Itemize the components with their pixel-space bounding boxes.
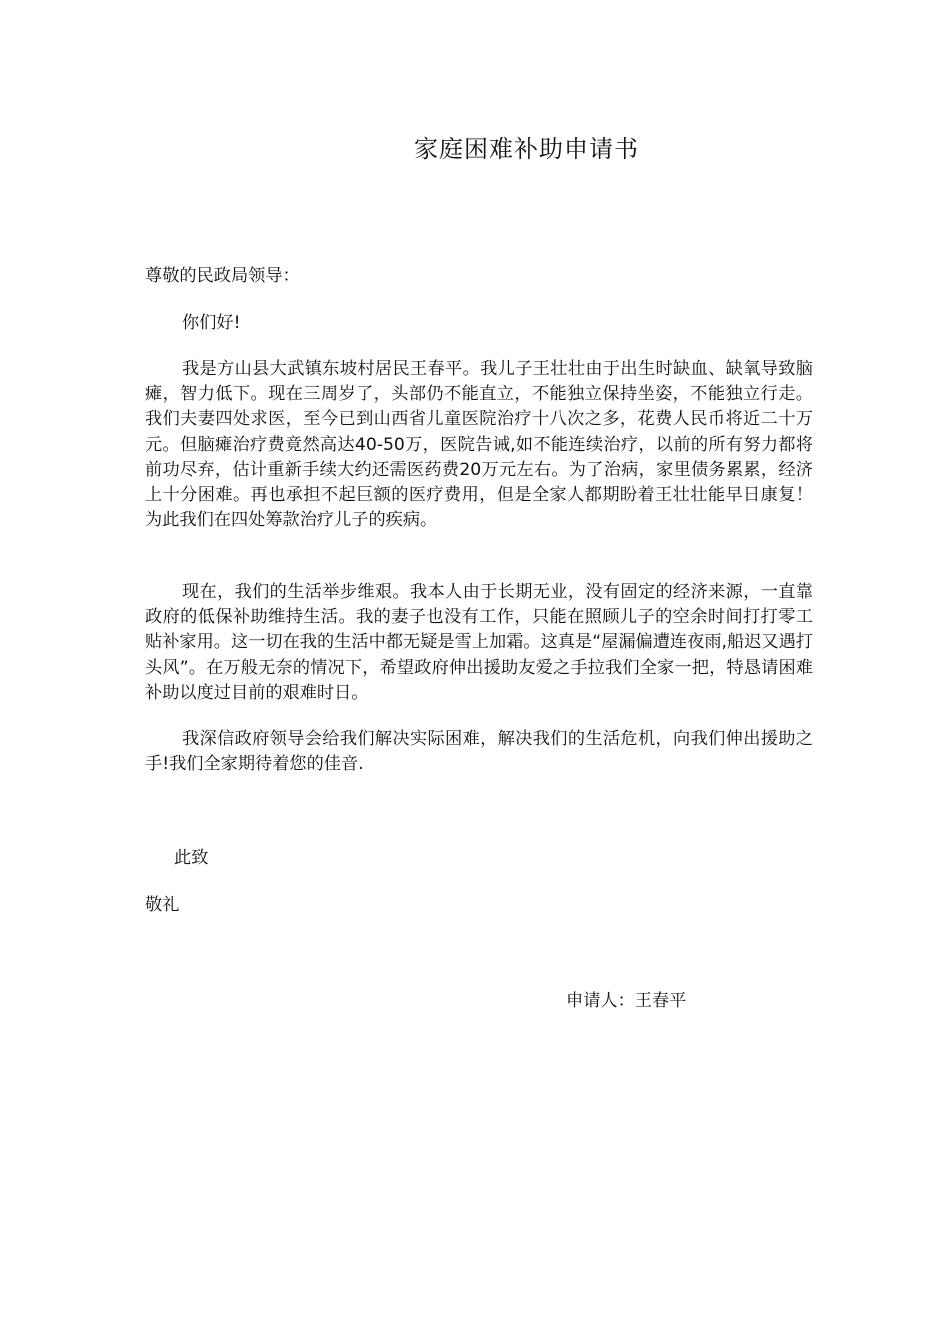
closing-line-1: 此致 bbox=[174, 848, 209, 868]
closing-line-2: 敬礼 bbox=[145, 895, 180, 915]
salutation: 尊敬的民政局领导： bbox=[145, 266, 300, 286]
signature-label: 申请人： bbox=[566, 991, 635, 1011]
greeting: 你们好! bbox=[182, 313, 241, 333]
signature-name: 王春平 bbox=[634, 991, 687, 1011]
body-paragraph-2: 现在，我们的生活举步维艰。我本人由于长期无业，没有固定的经济来源，一直靠政府的低保补助维持生活。我的妻子也没有工作，只能在照顾儿子的空余时间打打零工贴补家用。这一切在我的生活中都无疑是雪上加霜。这真是“屋漏偏遭连夜雨,船迟又遇打头风”。在万般无奈的情况下，希望政府伸出援助友爱之手拉我们全家一把，特恳请困难补助以度过目前的艰难时日。 bbox=[145, 582, 813, 703]
body-paragraph-3: 我深信政府领导会给我们解决实际困难，解决我们的生活危机，向我们伸出援助之手!我们全家期待着您的佳音. bbox=[145, 729, 813, 775]
document-title: 家庭困难补助申请书 bbox=[414, 135, 639, 163]
signature bbox=[566, 989, 686, 1014]
body-paragraph-1: 我是方山县大武镇东坡村居民王春平。我儿子王壮壮由于出生时缺血、缺氧导致脑瘫，智力低下。现在三周岁了，头部仍不能直立，不能独立保持坐姿，不能独立行走。我们夫妻四处求医，至今已到山西省儿童医院治疗十八次之多，花费人民币将近二十万元。但脑瘫治疗费竟然高达40-50万，医院告诫,如不能连续治疗，以前的所有努力都将前功尽弃，估计重新手续大约还需医药费20万元左右。为了治病，家里债务累累，经济上十分困难。再也承担不起巨额的医疗费用，但是全家人都期盼着王壮壮能早日康复！为此我们在四处筹款治疗儿子的疾病。 bbox=[145, 359, 813, 531]
